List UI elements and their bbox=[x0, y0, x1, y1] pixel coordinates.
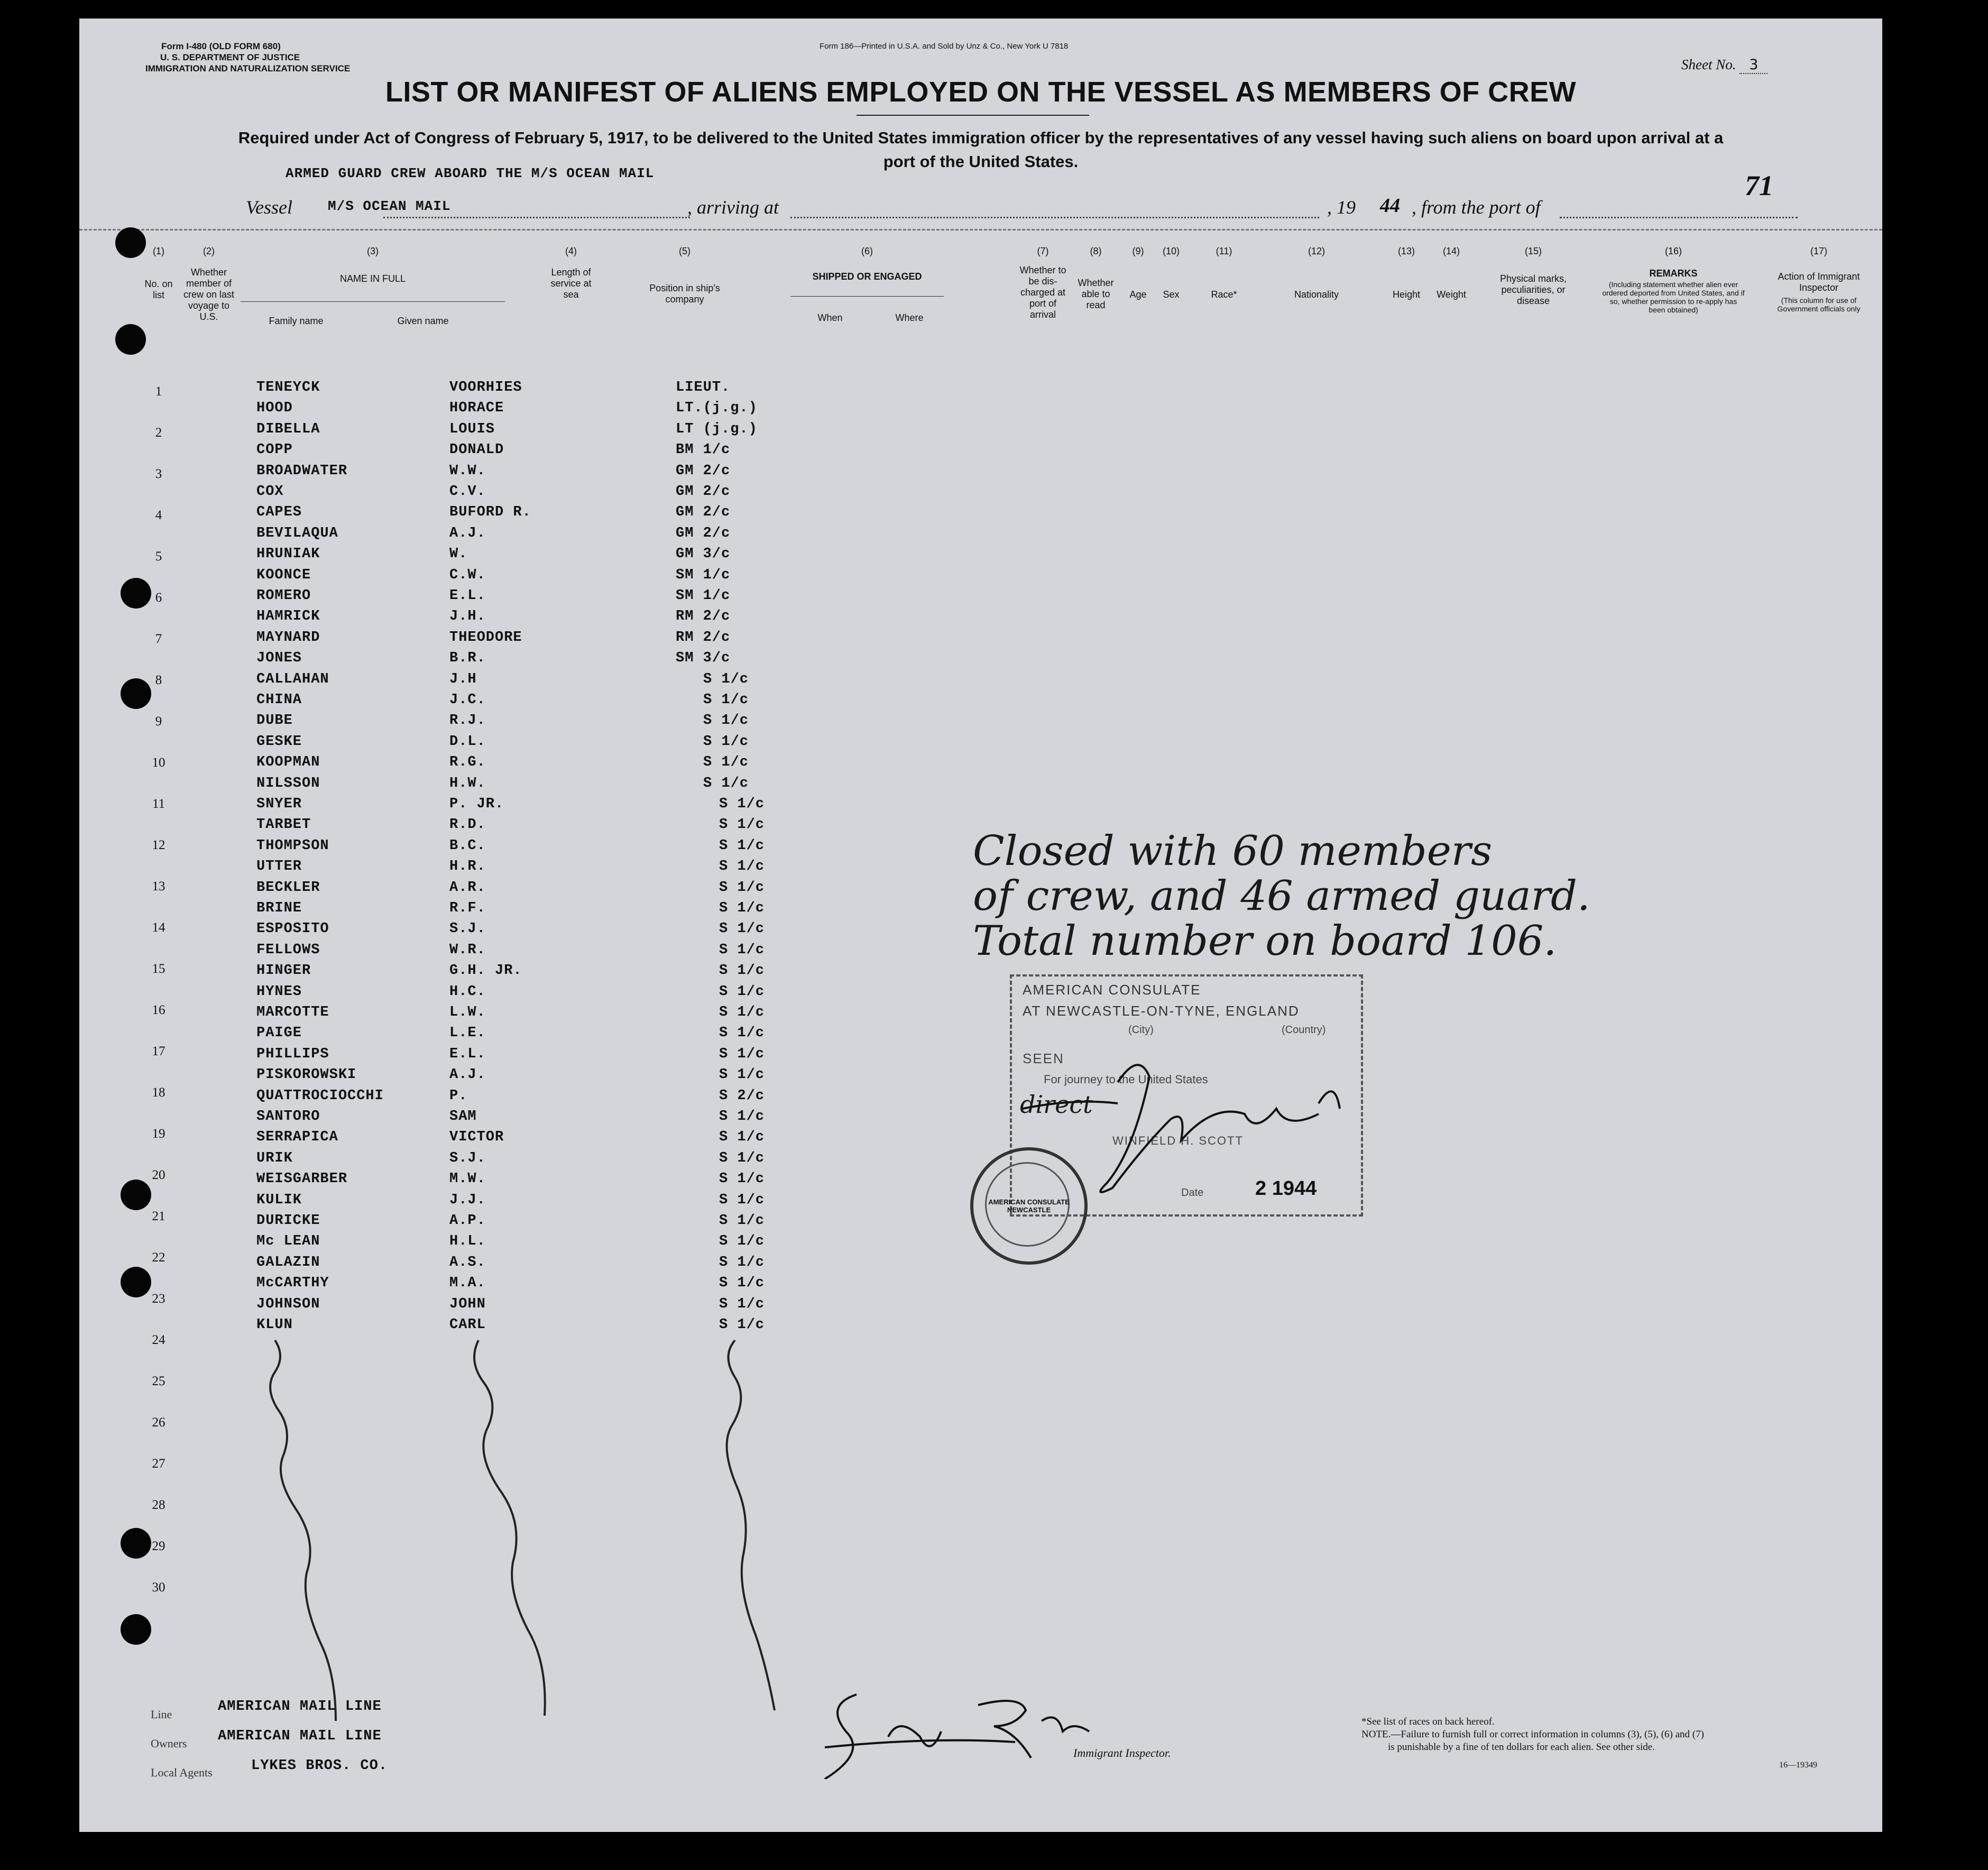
crew-given-name: J.H. bbox=[449, 609, 486, 625]
row-number: 23 bbox=[152, 1292, 165, 1306]
crew-position: S 1/c bbox=[719, 1025, 765, 1042]
crew-given-name: HORACE bbox=[449, 400, 504, 417]
crew-family-name: TARBET bbox=[256, 817, 311, 833]
col3-header: NAME IN FULL bbox=[339, 273, 406, 284]
crew-position: S 1/c bbox=[719, 1213, 765, 1229]
seal-text: AMERICAN CONSULATE NEWCASTLE bbox=[988, 1198, 1070, 1214]
crew-given-name: W.W. bbox=[449, 463, 486, 479]
crew-position: S 1/c bbox=[703, 671, 749, 687]
inspector-signature bbox=[809, 1673, 1179, 1779]
row-number: 4 bbox=[155, 508, 162, 522]
binder-hole bbox=[121, 1614, 151, 1645]
crew-position: S 1/c bbox=[719, 1067, 765, 1083]
crew-family-name: KOONCE bbox=[256, 567, 311, 583]
crew-family-name: JOHNSON bbox=[256, 1296, 320, 1312]
crew-given-name: H.C. bbox=[449, 983, 486, 1000]
row-number: 7 bbox=[155, 632, 162, 646]
sheet-label: Sheet No. bbox=[1681, 57, 1736, 72]
row-number: 3 bbox=[155, 467, 162, 481]
crew-given-name: D.L. bbox=[449, 733, 486, 750]
crew-position: S 1/c bbox=[719, 1296, 765, 1312]
col4-header: Length of service at sea bbox=[550, 267, 592, 300]
sheet-no-value: 3 bbox=[1740, 57, 1768, 74]
crew-given-name: THEODORE bbox=[449, 629, 522, 646]
row-number: 16 bbox=[152, 1003, 165, 1017]
stamp-date-value: 2 1944 bbox=[1255, 1177, 1317, 1200]
vessel-name: M/S OCEAN MAIL bbox=[328, 198, 451, 214]
col2-num: (2) bbox=[203, 246, 215, 256]
binder-hole bbox=[121, 1528, 151, 1559]
form-code: 16—19349 bbox=[1779, 1761, 1817, 1770]
stamp-journey: For journey to the United States bbox=[1044, 1073, 1208, 1086]
footer-owners-label: Owners bbox=[151, 1737, 187, 1750]
crew-given-name: C.V. bbox=[449, 484, 486, 500]
crew-given-name: J.J. bbox=[449, 1192, 486, 1208]
crew-given-name: E.L. bbox=[449, 588, 486, 604]
col15-num: (15) bbox=[1524, 246, 1542, 256]
crew-position: S 1/c bbox=[703, 733, 749, 750]
col12-num: (12) bbox=[1308, 246, 1325, 256]
crew-family-name: PAIGE bbox=[256, 1025, 302, 1042]
row-number: 14 bbox=[152, 920, 165, 935]
year-prefix: , 19 bbox=[1327, 197, 1356, 218]
crew-family-name: DUBE bbox=[256, 713, 293, 729]
crew-position: RM 2/c bbox=[676, 629, 731, 646]
crew-family-name: CHINA bbox=[256, 692, 302, 708]
col17-header: Action of Immigrant Inspector bbox=[1778, 271, 1860, 293]
crew-family-name: THOMPSON bbox=[256, 837, 329, 854]
col13-header: Height bbox=[1392, 289, 1421, 300]
footer-agents-label: Local Agents bbox=[151, 1766, 213, 1779]
row-number: 28 bbox=[152, 1498, 165, 1512]
crew-given-name: CARL bbox=[449, 1317, 486, 1333]
armed-guard-note: ARMED GUARD CREW ABOARD THE M/S OCEAN MAIL bbox=[286, 165, 655, 181]
form-id-line2: U. S. DEPARTMENT OF JUSTICE bbox=[160, 52, 300, 62]
crew-position: S 1/c bbox=[719, 1171, 765, 1187]
row-number: 12 bbox=[152, 838, 165, 852]
col3-given-header: Given name bbox=[397, 316, 449, 326]
col15-header: Physical marks, peculiarities, or disease bbox=[1499, 273, 1567, 306]
crew-position: LIEUT. bbox=[676, 380, 731, 395]
crew-given-name: R.J. bbox=[449, 713, 486, 729]
col6-num: (6) bbox=[861, 246, 873, 256]
crew-family-name: FELLOWS bbox=[256, 942, 320, 958]
crew-family-name: QUATTROCIOCCHI bbox=[256, 1088, 384, 1104]
crew-family-name: MARCOTTE bbox=[256, 1005, 329, 1020]
binder-hole bbox=[121, 578, 151, 609]
stamp-date-label: Date bbox=[1181, 1187, 1204, 1199]
crew-position: S 1/c bbox=[719, 921, 765, 937]
crew-family-name: WEISGARBER bbox=[256, 1171, 348, 1187]
crew-family-name: HINGER bbox=[256, 963, 311, 979]
crew-family-name: SNYER bbox=[256, 796, 302, 812]
crew-given-name: BUFORD R. bbox=[449, 504, 531, 521]
crew-given-name: R.F. bbox=[449, 900, 486, 916]
row-number: 20 bbox=[152, 1168, 165, 1182]
row-number: 13 bbox=[152, 879, 165, 893]
crew-given-name: L.W. bbox=[449, 1005, 486, 1020]
col17-num: (17) bbox=[1810, 246, 1827, 256]
year-suffix: 44 bbox=[1380, 195, 1400, 217]
crew-given-name: J.H bbox=[449, 671, 477, 687]
crew-family-name: BECKLER bbox=[256, 879, 320, 896]
footer-agents-value: LYKES BROS. CO. bbox=[251, 1758, 388, 1774]
crew-position: S 1/c bbox=[719, 1005, 765, 1020]
subtitle-line2: port of the United States. bbox=[883, 152, 1079, 171]
crew-family-name: HOOD bbox=[256, 400, 293, 417]
note-races: *See list of races on back hereof. bbox=[1361, 1716, 1495, 1727]
col1-header: No. on list bbox=[144, 279, 173, 300]
manifest-sheet bbox=[79, 19, 1882, 1832]
row-number: 21 bbox=[152, 1209, 165, 1223]
row-number: 27 bbox=[152, 1457, 165, 1471]
crew-given-name: A.P. bbox=[449, 1213, 486, 1229]
crew-given-name: B.C. bbox=[449, 837, 486, 854]
crew-position: S 1/c bbox=[719, 942, 765, 958]
row-number: 17 bbox=[152, 1044, 165, 1058]
crew-given-name: A.R. bbox=[449, 879, 486, 896]
stamp-line1: AMERICAN CONSULATE bbox=[1023, 982, 1201, 998]
col16-header: REMARKS bbox=[1649, 268, 1698, 279]
row-number: 10 bbox=[152, 756, 165, 770]
crew-position: S 1/c bbox=[719, 1046, 765, 1062]
crew-family-name: Mc LEAN bbox=[256, 1233, 320, 1250]
binder-hole bbox=[121, 1180, 151, 1210]
crew-family-name: COX bbox=[256, 484, 284, 500]
crew-position: GM 2/c bbox=[676, 484, 731, 500]
crew-position: S 1/c bbox=[703, 713, 749, 729]
crew-position: SM 1/c bbox=[676, 588, 731, 604]
crew-position: S 1/c bbox=[719, 837, 765, 854]
page-mark: 71 bbox=[1745, 170, 1773, 201]
handwritten-line2: of crew, and 46 armed guard. bbox=[973, 872, 1590, 920]
crew-position: S 1/c bbox=[703, 754, 749, 771]
row-number: 30 bbox=[152, 1580, 165, 1595]
col3-family-header: Family name bbox=[269, 316, 324, 326]
crew-position: S 1/c bbox=[703, 692, 749, 708]
crew-given-name: R.G. bbox=[449, 754, 486, 771]
crew-family-name: SANTORO bbox=[256, 1109, 320, 1125]
col9-num: (9) bbox=[1132, 246, 1144, 256]
crew-family-name: KULIK bbox=[256, 1192, 302, 1208]
row-number: 6 bbox=[155, 591, 162, 605]
crew-position: GM 3/c bbox=[676, 546, 731, 563]
form-id-line1: Form I-480 (OLD FORM 680) bbox=[161, 41, 281, 51]
crew-given-name: JOHN bbox=[449, 1296, 486, 1312]
binder-hole bbox=[121, 1267, 151, 1297]
crew-given-name: LOUIS bbox=[449, 421, 495, 437]
crew-given-name: W. bbox=[449, 546, 468, 563]
crew-given-name: B.R. bbox=[449, 650, 486, 667]
col16-subheader: (Including statement whether alien ever ordered deported from United States, and if so, whether permission to re-apply has been obtained) bbox=[1602, 280, 1745, 314]
crew-family-name: URIK bbox=[256, 1150, 293, 1166]
crew-family-name: CAPES bbox=[256, 504, 302, 521]
crew-given-name: VOORHIES bbox=[449, 380, 522, 395]
crew-position: S 1/c bbox=[719, 983, 765, 1000]
crew-given-name: L.E. bbox=[449, 1025, 486, 1042]
crew-family-name: JONES bbox=[256, 650, 302, 667]
subtitle-line1: Required under Act of Congress of February 5, 1917, to be delivered to the United States immigration officer by the representatives of any vessel having such aliens on board upon arrival at a bbox=[238, 128, 1724, 147]
crew-given-name: A.J. bbox=[449, 525, 486, 541]
crew-family-name: MAYNARD bbox=[256, 629, 320, 646]
crew-position: S 1/c bbox=[719, 879, 765, 896]
col8-num: (8) bbox=[1090, 246, 1102, 256]
from-port-label: , from the port of bbox=[1412, 197, 1541, 218]
crew-family-name: GESKE bbox=[256, 733, 302, 750]
crew-position: S 2/c bbox=[719, 1088, 765, 1104]
crew-family-name: TENEYCK bbox=[256, 380, 320, 395]
crew-given-name: DONALD bbox=[449, 442, 504, 458]
row-number: 29 bbox=[152, 1539, 165, 1553]
stamp-line2: AT NEWCASTLE-ON-TYNE, ENGLAND bbox=[1023, 1003, 1300, 1019]
crew-family-name: KOOPMAN bbox=[256, 754, 320, 771]
crew-given-name: H.L. bbox=[449, 1233, 486, 1250]
crew-given-name: M.A. bbox=[449, 1275, 486, 1292]
crew-given-name: R.D. bbox=[449, 817, 486, 833]
crew-given-name: SAM bbox=[449, 1109, 477, 1125]
crew-given-name: G.H. JR. bbox=[449, 963, 522, 979]
crew-position: S 1/c bbox=[719, 1129, 765, 1146]
crew-given-name: P. JR. bbox=[449, 796, 504, 812]
crew-family-name: SERRAPICA bbox=[256, 1129, 338, 1146]
row-number: 25 bbox=[152, 1374, 165, 1388]
crew-position: SM 1/c bbox=[676, 567, 731, 583]
crew-given-name: M.W. bbox=[449, 1171, 486, 1187]
footer-line-value: AMERICAN MAIL LINE bbox=[218, 1699, 382, 1715]
col6-when-header: When bbox=[817, 312, 843, 323]
col4-num: (4) bbox=[565, 246, 577, 256]
col12-header: Nationality bbox=[1294, 289, 1339, 300]
col5-num: (5) bbox=[679, 246, 691, 256]
crew-family-name: HAMRICK bbox=[256, 609, 320, 625]
crew-given-name: J.C. bbox=[449, 692, 486, 708]
row-number: 9 bbox=[155, 714, 162, 729]
crew-given-name: VICTOR bbox=[449, 1129, 504, 1146]
col7-header: Whether to be dis-charged at port of arrival bbox=[1019, 265, 1066, 320]
crew-family-name: BEVILAQUA bbox=[256, 525, 338, 541]
col13-num: (13) bbox=[1397, 246, 1415, 256]
crew-position: S 1/c bbox=[719, 963, 765, 979]
crew-position: S 1/c bbox=[719, 1275, 765, 1292]
col5-header: Position in ship's company bbox=[649, 283, 720, 305]
crew-position: BM 1/c bbox=[676, 442, 731, 458]
crew-family-name: NILSSON bbox=[256, 775, 320, 791]
crew-position: GM 2/c bbox=[676, 525, 731, 541]
col7-num: (7) bbox=[1037, 246, 1049, 256]
crew-family-name: CALLAHAN bbox=[256, 671, 329, 687]
col17-subheader: (This column for use of Government officials only bbox=[1777, 296, 1861, 313]
row-number: 24 bbox=[152, 1333, 165, 1347]
inspector-label: Immigrant Inspector. bbox=[1073, 1746, 1171, 1760]
crew-family-name: KLUN bbox=[256, 1317, 293, 1333]
crew-position: GM 2/c bbox=[676, 463, 731, 479]
crew-given-name: W.R. bbox=[449, 942, 486, 958]
crew-family-name: GALAZIN bbox=[256, 1254, 320, 1270]
handwritten-line3: Total number on board 106. bbox=[973, 917, 1557, 965]
cancel-line-given bbox=[474, 1340, 545, 1716]
row-number: 22 bbox=[152, 1250, 165, 1265]
crew-given-name: P. bbox=[449, 1088, 468, 1104]
crew-given-name: H.R. bbox=[449, 859, 486, 875]
crew-given-name: A.J. bbox=[449, 1067, 486, 1083]
crew-position: S 1/c bbox=[719, 1254, 765, 1270]
cancel-line-position bbox=[727, 1340, 775, 1710]
crew-family-name: BROADWATER bbox=[256, 463, 348, 479]
col9-header: Age bbox=[1129, 289, 1147, 300]
footer-owners-value: AMERICAN MAIL LINE bbox=[218, 1728, 382, 1744]
cancel-line-family bbox=[270, 1340, 336, 1721]
row-number: 15 bbox=[152, 962, 165, 976]
stamp-officer: WINFIELD H. SCOTT bbox=[1112, 1134, 1244, 1147]
crew-given-name: A.S. bbox=[449, 1254, 486, 1270]
note-text-1: NOTE.—Failure to furnish full or correct information in columns (3), (5), (6) and (7) bbox=[1361, 1729, 1704, 1740]
crew-position: S 1/c bbox=[703, 775, 749, 791]
crew-position: SM 3/c bbox=[676, 650, 731, 667]
row-number: 18 bbox=[152, 1085, 165, 1100]
crew-given-name: S.J. bbox=[449, 921, 486, 937]
arriving-label: , arriving at bbox=[687, 197, 779, 218]
row-number: 8 bbox=[155, 673, 162, 687]
crew-position: LT.(j.g.) bbox=[676, 400, 758, 417]
footer-line-label: Line bbox=[151, 1708, 172, 1721]
note-text-2: is punishable by a fine of ten dollars for each alien. See other side. bbox=[1388, 1742, 1655, 1753]
row-number: 11 bbox=[152, 797, 165, 811]
col6-header: SHIPPED OR ENGAGED bbox=[812, 271, 922, 282]
crew-family-name: PISKOROWSKI bbox=[256, 1067, 357, 1083]
binder-hole bbox=[115, 324, 146, 355]
vessel-label: Vessel bbox=[246, 197, 292, 218]
col11-header: Race* bbox=[1211, 289, 1237, 300]
col2-header: Whether member of crew on last voyage to U.S. bbox=[183, 267, 235, 322]
handwritten-line1: Closed with 60 members bbox=[973, 827, 1493, 875]
crew-position: S 1/c bbox=[719, 1109, 765, 1125]
crew-position: GM 2/c bbox=[676, 504, 731, 521]
crew-family-name: McCARTHY bbox=[256, 1275, 329, 1292]
row-number: 1 bbox=[155, 384, 162, 399]
col10-header: Sex bbox=[1163, 289, 1180, 300]
crew-family-name: BRINE bbox=[256, 900, 302, 916]
binder-hole bbox=[121, 678, 151, 709]
crew-given-name: E.L. bbox=[449, 1046, 486, 1062]
col6-where-header: Where bbox=[895, 312, 924, 323]
stamp-city: (City) bbox=[1128, 1024, 1154, 1036]
crew-family-name: COPP bbox=[256, 442, 293, 458]
col10-num: (10) bbox=[1162, 246, 1180, 256]
crew-family-name: DIBELLA bbox=[256, 421, 320, 437]
row-number: 19 bbox=[152, 1127, 165, 1141]
row-number: 5 bbox=[155, 549, 162, 564]
crew-position: S 1/c bbox=[719, 817, 765, 833]
crew-position: S 1/c bbox=[719, 1317, 765, 1333]
col1-num: (1) bbox=[153, 246, 164, 256]
row-number: 2 bbox=[155, 426, 162, 440]
crew-position: S 1/c bbox=[719, 1233, 765, 1250]
crew-family-name: ESPOSITO bbox=[256, 921, 329, 937]
crew-given-name: C.W. bbox=[449, 567, 486, 583]
crew-position: S 1/c bbox=[719, 859, 765, 875]
col8-header: Whether able to read bbox=[1078, 278, 1114, 310]
col14-header: Weight bbox=[1437, 289, 1466, 300]
stamp-seen: SEEN bbox=[1023, 1051, 1064, 1066]
crew-position: S 1/c bbox=[719, 1150, 765, 1166]
crew-position: S 1/c bbox=[719, 796, 765, 812]
row-number: 26 bbox=[152, 1415, 165, 1430]
binder-hole bbox=[115, 227, 146, 258]
printer-line: Form 186—Printed in U.S.A. and Sold by Unz & Co., New York U 7818 bbox=[820, 42, 1069, 51]
col14-num: (14) bbox=[1442, 246, 1460, 256]
crew-position: S 1/c bbox=[719, 900, 765, 916]
stamp-direct: direct bbox=[1020, 1090, 1093, 1119]
crew-given-name: H.W. bbox=[449, 775, 486, 791]
consulate-seal bbox=[970, 1147, 1088, 1265]
crew-given-name: S.J. bbox=[449, 1150, 486, 1166]
page-title: LIST OR MANIFEST OF ALIENS EMPLOYED ON THE VESSEL AS MEMBERS OF CREW bbox=[385, 76, 1577, 108]
crew-family-name: DURICKE bbox=[256, 1213, 320, 1229]
crew-position: LT (j.g.) bbox=[676, 421, 758, 437]
col11-num: (11) bbox=[1216, 246, 1232, 256]
crew-family-name: HRUNIAK bbox=[256, 546, 320, 563]
crew-family-name: UTTER bbox=[256, 859, 302, 875]
form-id-line3: IMMIGRATION AND NATURALIZATION SERVICE bbox=[145, 63, 351, 73]
col16-num: (16) bbox=[1664, 246, 1682, 256]
crew-family-name: ROMERO bbox=[256, 588, 311, 604]
crew-position: RM 2/c bbox=[676, 609, 731, 625]
crew-family-name: PHILLIPS bbox=[256, 1046, 329, 1062]
col3-num: (3) bbox=[367, 246, 379, 256]
crew-family-name: HYNES bbox=[256, 983, 302, 1000]
crew-position: S 1/c bbox=[719, 1192, 765, 1208]
stamp-country: (Country) bbox=[1282, 1024, 1326, 1036]
